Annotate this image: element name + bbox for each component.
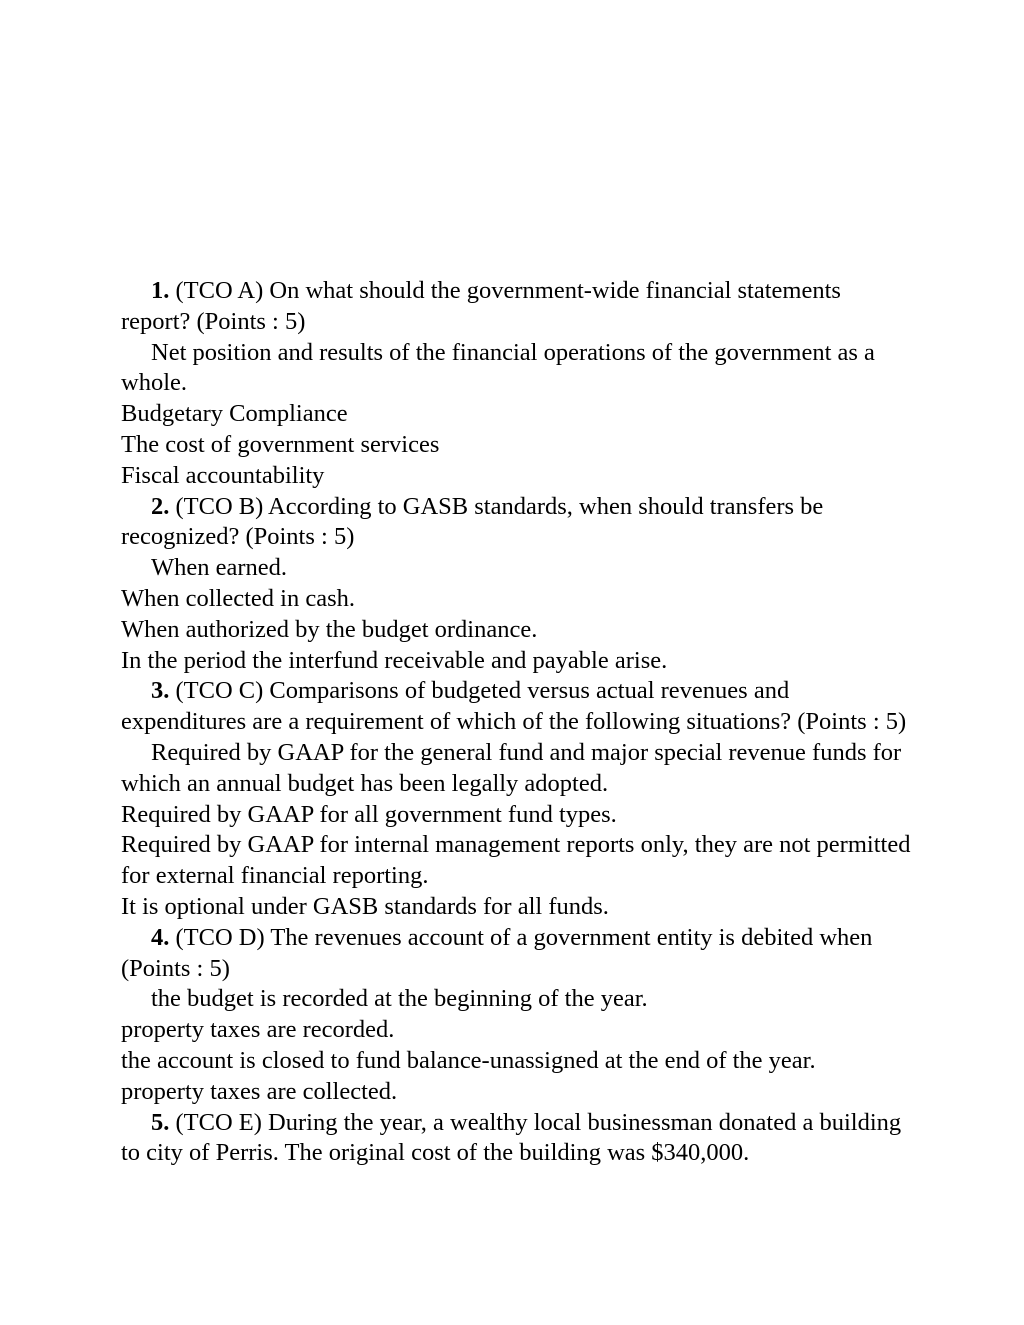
question-4-option-c: the account is closed to fund balance-unassigned at the end of the year. <box>121 1046 816 1074</box>
question-number: 2. <box>151 492 170 520</box>
question-4-option-d: property taxes are collected. <box>121 1077 398 1105</box>
question-2-option-d: In the period the interfund receivable and payable arise. <box>121 646 668 674</box>
question-number: 3. <box>151 677 170 705</box>
question-text: (TCO E) During the year, a wealthy local businessman donated a building to city of Perris. The original cost of the building was $340,000. <box>121 1108 902 1167</box>
question-2-option-a: When earned. <box>151 554 288 582</box>
question-4-option-b: property taxes are recorded. <box>121 1016 395 1044</box>
question-number: 5. <box>151 1108 170 1136</box>
question-1-option-b: Budgetary Compliance <box>121 400 348 428</box>
question-1-option-c: The cost of government services <box>121 430 440 458</box>
question-1-option-a: Net position and results of the financial operations of the government as a whole. <box>121 338 875 397</box>
question-number: 1. <box>151 277 170 304</box>
question-3-prompt <box>121 676 911 738</box>
question-4-option-a: the budget is recorded at the beginning of the year. <box>151 985 648 1013</box>
question-4-prompt <box>121 923 911 985</box>
question-5-prompt <box>121 1108 911 1170</box>
question-text: (TCO C) Comparisons of budgeted versus actual revenues and expenditures are a requirement of which of the following situations? (Points : 5) <box>121 677 907 736</box>
question-text: (TCO D) The revenues account of a government entity is debited when (Points : 5) <box>121 923 873 982</box>
question-text: (TCO B) According to GASB standards, when should transfers be recognized? (Points : 5) <box>121 492 824 551</box>
question-3-option-a: Required by GAAP for the general fund and major special revenue funds for which an annual budget has been legally adopted. <box>121 738 902 797</box>
question-1-prompt <box>121 276 911 338</box>
question-2-option-c: When authorized by the budget ordinance. <box>121 615 538 643</box>
question-3-option-d: It is optional under GASB standards for all funds. <box>121 892 609 920</box>
question-2-option-b: When collected in cash. <box>121 584 356 612</box>
question-3-option-b: Required by GAAP for all government fund types. <box>121 800 617 828</box>
quiz-content <box>121 276 911 1169</box>
question-3-option-c: Required by GAAP for internal management reports only, they are not permitted for external financial reporting. <box>121 831 911 890</box>
question-text: (TCO A) On what should the government-wide financial statements report? (Points : 5) <box>121 277 841 335</box>
question-2-prompt <box>121 492 911 554</box>
question-1-option-d: Fiscal accountability <box>121 461 325 489</box>
question-number: 4. <box>151 923 170 951</box>
